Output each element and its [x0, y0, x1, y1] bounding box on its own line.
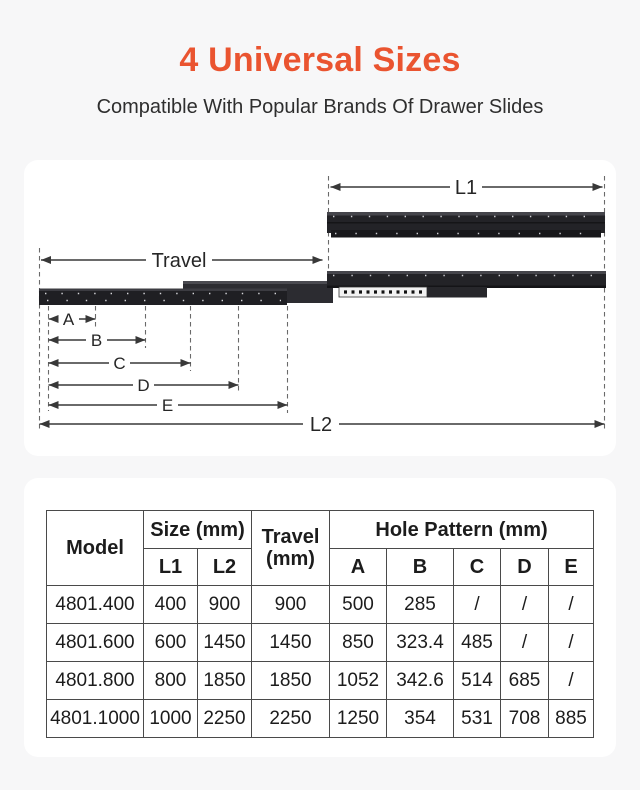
cell-c: 514	[454, 662, 501, 700]
cell-model: 4801.800	[47, 662, 144, 700]
cell-travel: 1450	[252, 624, 330, 662]
cell-b: 285	[387, 586, 454, 624]
cell-l2: 1450	[198, 624, 252, 662]
header-hole-pattern: Hole Pattern (mm)	[330, 511, 594, 549]
cell-model: 4801.1000	[47, 700, 144, 738]
page-title: 4 Universal Sizes	[179, 41, 461, 79]
header-l2: L2	[198, 549, 252, 586]
table-row	[47, 662, 594, 700]
cell-model: 4801.600	[47, 624, 144, 662]
cell-a: 850	[330, 624, 387, 662]
cell-model: 4801.400	[47, 586, 144, 624]
spec-table	[46, 510, 594, 738]
cell-l1: 400	[144, 586, 198, 624]
label-c: C	[113, 354, 126, 373]
header-model: Model	[47, 511, 144, 586]
header-b: B	[387, 549, 454, 586]
header-l1: L1	[144, 549, 198, 586]
label-b: B	[90, 331, 103, 350]
cell-l1: 1000	[144, 700, 198, 738]
label-d: D	[137, 376, 150, 395]
header-c: C	[454, 549, 501, 586]
page-subtitle: Compatible With Popular Brands Of Drawer Slides	[96, 96, 544, 118]
diagram-card	[24, 160, 616, 456]
cell-a: 1250	[330, 700, 387, 738]
header-size: Size (mm)	[144, 511, 252, 549]
table-row	[47, 700, 594, 738]
cell-l1: 800	[144, 662, 198, 700]
cell-travel: 2250	[252, 700, 330, 738]
cell-d: 685	[501, 662, 549, 700]
cell-d: /	[501, 586, 549, 624]
header-e: E	[549, 549, 594, 586]
header-a: A	[330, 549, 387, 586]
header-d: D	[501, 549, 549, 586]
extended-slide-rail	[39, 271, 606, 305]
label-l2: L2	[309, 414, 333, 436]
header-travel: Travel (mm)	[252, 511, 330, 586]
drawer-slide-diagram	[24, 160, 616, 456]
table-row	[47, 586, 594, 624]
cell-travel: 900	[252, 586, 330, 624]
cell-b: 342.6	[387, 662, 454, 700]
cell-c: 531	[454, 700, 501, 738]
cell-a: 1052	[330, 662, 387, 700]
cell-l2: 900	[198, 586, 252, 624]
cell-c: 485	[454, 624, 501, 662]
cell-d: 708	[501, 700, 549, 738]
cell-d: /	[501, 624, 549, 662]
label-l1: L1	[454, 177, 478, 199]
cell-c: /	[454, 586, 501, 624]
cell-l1: 600	[144, 624, 198, 662]
cell-e: /	[549, 586, 594, 624]
label-e: E	[161, 396, 174, 415]
spec-table-card	[24, 478, 616, 757]
cell-a: 500	[330, 586, 387, 624]
closed-slide-rail	[327, 212, 605, 238]
label-travel: Travel	[151, 250, 207, 272]
table-row	[47, 624, 594, 662]
cell-e: /	[549, 662, 594, 700]
cell-e: 885	[549, 700, 594, 738]
cell-b: 354	[387, 700, 454, 738]
cell-l2: 1850	[198, 662, 252, 700]
cell-travel: 1850	[252, 662, 330, 700]
cell-e: /	[549, 624, 594, 662]
label-a: A	[62, 310, 75, 329]
cell-b: 323.4	[387, 624, 454, 662]
cell-l2: 2250	[198, 700, 252, 738]
